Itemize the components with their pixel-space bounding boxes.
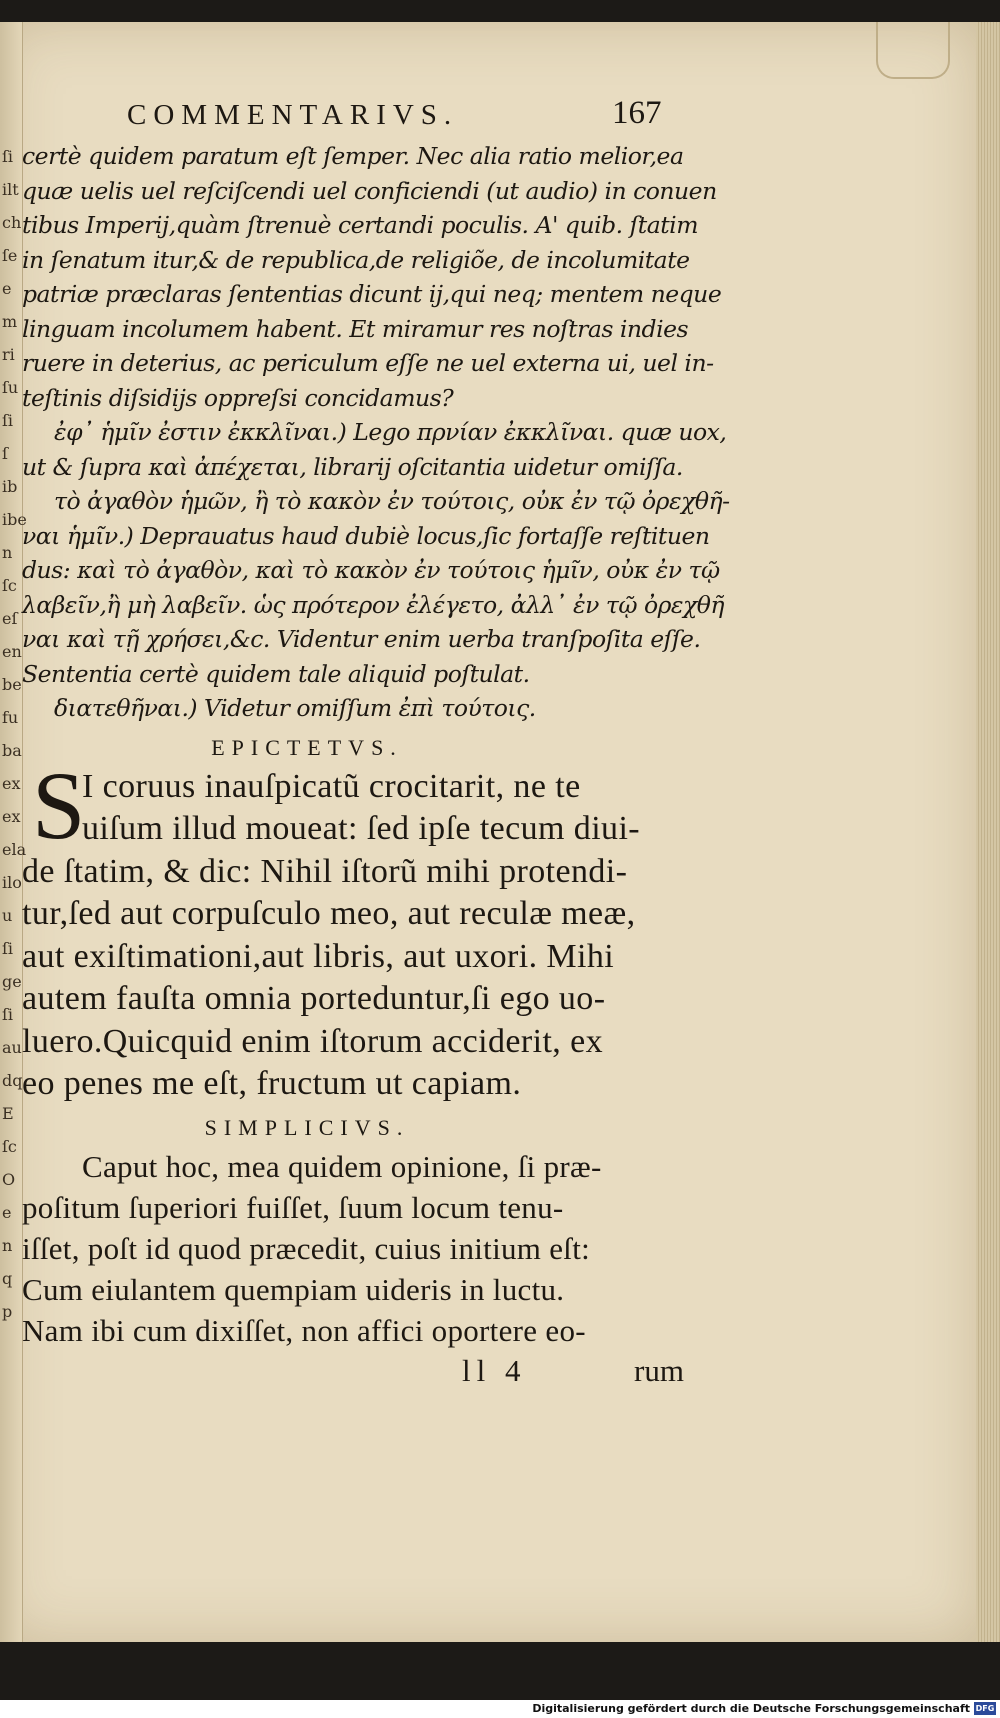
- commentary-line: linguam incolumem habent. Et miramur res noſtras indies: [22, 314, 689, 343]
- page-block-edge: [976, 22, 1000, 1642]
- margin-fragment: dq: [2, 1071, 23, 1090]
- margin-fragment: e: [2, 1203, 12, 1222]
- margin-fragment: e: [2, 279, 12, 298]
- margin-fragment: q: [2, 1269, 13, 1288]
- commentary-line: ut & ſupra καὶ ἀπέχεται, librarij oſcitantia uidetur omiſſa.: [22, 452, 683, 481]
- section-heading-epictetus: EPICTETVS.: [211, 734, 403, 760]
- margin-fragment: ſi: [2, 1005, 14, 1024]
- margin-fragment: m: [2, 312, 18, 331]
- catchword: rum: [634, 1352, 684, 1388]
- text-line: aut exiſtimationi,aut libris, aut uxori. Mihi: [22, 937, 615, 975]
- drop-cap: S: [32, 751, 86, 859]
- commentary-line: in ſenatum itur,& de republica,de religiõe, de incolumitate: [22, 245, 690, 274]
- commentary-line: certè quidem paratum eſt ſemper. Nec alia ratio melior,ea: [22, 142, 684, 170]
- margin-fragment: fu: [2, 708, 19, 727]
- margin-fragment: ibe: [2, 510, 27, 529]
- text-line: Nam ibi cum dixiſſet, non affici oportere eo-: [22, 1312, 586, 1348]
- commentary-line: ἐφ᾽ ἡμῖν ἐστιν ἐκκλῖναι.) Lego πρνίαν ἐκκλῖναι. quæ uox,: [54, 418, 727, 446]
- margin-fragment: ſc: [2, 576, 17, 595]
- margin-fragment: ilo: [2, 873, 22, 892]
- commentary-line: τὸ ἀγαθὸν ἡμῶν, ἢ τὸ κακὸν ἐν τούτοις, οὐκ ἐν τῷ ὀρεχθῆ-: [54, 487, 730, 515]
- margin-fragment: u: [2, 906, 13, 925]
- digitization-footer: [0, 1700, 1000, 1718]
- margin-fragment: ſc: [2, 1137, 17, 1156]
- dfg-logo: DFG: [975, 1704, 995, 1713]
- running-head: [22, 95, 682, 139]
- commentary-line: ναι ἡμῖν.) Deprauatus haud dubiè locus,ſic fortaſſe reſtituen: [22, 521, 710, 550]
- text-line: uiſum illud moueat: ſed ipſe tecum diui-: [82, 810, 641, 847]
- page-foot: [22, 1351, 682, 1391]
- text-block: [22, 95, 730, 1391]
- text-line: luero.Quicquid enim iſtorum acciderit, ex: [22, 1022, 604, 1060]
- margin-fragment: ſ: [2, 444, 8, 463]
- page-number: 167: [612, 95, 662, 131]
- margin-fragment: ſi: [2, 939, 14, 958]
- page-tab-marker: [876, 22, 950, 79]
- margin-fragment: en: [2, 642, 22, 661]
- margin-fragment: ſu: [2, 378, 19, 397]
- commentary-line: ruere in deterius, ac periculum eſſe ne uel externa ui, uel in-: [22, 349, 714, 377]
- commentary-line: Sententia certè quidem tale aliquid poſtulat.: [22, 659, 530, 688]
- margin-fragment: O: [2, 1170, 16, 1189]
- margin-fragment: n: [2, 1236, 13, 1255]
- text-line: de ſtatim, & dic: Nihil iſtorũ mihi protendi-: [22, 852, 628, 890]
- text-line: eo penes me eſt, fructum ut capiam.: [22, 1065, 522, 1102]
- text-line: Caput hoc, mea quidem opinione, ſi præ-: [82, 1148, 602, 1184]
- margin-fragment: ſi: [2, 147, 14, 166]
- text-line: poſitum ſuperiori fuiſſet, ſuum locum tenu-: [22, 1189, 564, 1225]
- margin-fragment: ilt: [2, 180, 19, 199]
- margin-fragment: ch: [2, 213, 22, 232]
- margin-fragment: ex: [2, 774, 21, 793]
- margin-fragment: ib: [2, 477, 18, 496]
- commentary-line: διατεθῆναι.) Videtur omiſſum ἐπὶ τούτοις.: [54, 694, 536, 722]
- commentary-line: tibus Imperij,quàm ſtrenuè certandi poculis. A' quib. ſtatim: [22, 211, 698, 239]
- footer-credit: Digitalisierung gefördert durch die Deutsche Forschungsgemeinschaft: [532, 1702, 970, 1715]
- commentary-line: teſtinis diſsidijs oppreſsi concidamus?: [22, 383, 454, 412]
- margin-fragment: ſi: [2, 411, 14, 430]
- commentary-line: dus: καὶ τὸ ἀγαθὸν, καὶ τὸ κακὸν ἐν τούτοις ἡμῖν, οὐκ ἐν τῷ: [22, 556, 720, 584]
- margin-fragment: ri: [2, 345, 15, 364]
- signature-mark: ll 4: [462, 1352, 527, 1388]
- margin-fragment: n: [2, 543, 13, 562]
- margin-fragment: ela: [2, 840, 27, 859]
- text-line: Cum eiulantem quempiam uideris in luctu.: [22, 1271, 565, 1307]
- epictetus-text: [22, 751, 682, 1106]
- section-heading-simplicius: SIMPLICIVS.: [204, 1114, 410, 1140]
- margin-fragment: be: [2, 675, 22, 694]
- margin-fragment: ge: [2, 972, 22, 991]
- running-title: COMMENTARIVS.: [127, 99, 459, 131]
- text-line: tur,ſed aut corpuſculo meo, aut reculæ meæ,: [22, 895, 636, 932]
- commentary-block: [22, 139, 730, 726]
- commentary-line: ναι καὶ τῇ χρήσει,&c. Videntur enim uerba tranſpoſita eſſe.: [22, 625, 701, 653]
- margin-fragment: ſe: [2, 246, 18, 265]
- text-line: iſſet, poſt id quod præcedit, cuius initium eſt:: [22, 1230, 591, 1266]
- margin-fragment: E: [2, 1104, 14, 1123]
- commentary-line: λαβεῖν,ἢ μὴ λαβεῖν. ὡς πρότερον ἐλέγετο, ἀλλ᾽ ἐν τῷ ὀρεχθῆ: [22, 590, 725, 619]
- commentary-line: patriæ præclaras ſententias dicunt ij,qui neq; mentem neque: [22, 280, 722, 308]
- commentary-line: quæ uelis uel reſciſcendi uel conficiendi (ut audio) in conuen: [22, 176, 717, 205]
- margin-fragment: ex: [2, 807, 21, 826]
- margin-fragment: p: [2, 1302, 13, 1321]
- simplicius-text: [22, 1146, 682, 1351]
- text-line: autem fauſta omnia porteduntur,ſi ego uo-: [22, 980, 606, 1017]
- margin-fragment: ba: [2, 741, 22, 760]
- text-line: I coruus inauſpicatũ crocitarit, ne te: [82, 767, 581, 805]
- margin-fragment: au: [2, 1038, 22, 1057]
- margin-fragment: eſ: [2, 609, 18, 628]
